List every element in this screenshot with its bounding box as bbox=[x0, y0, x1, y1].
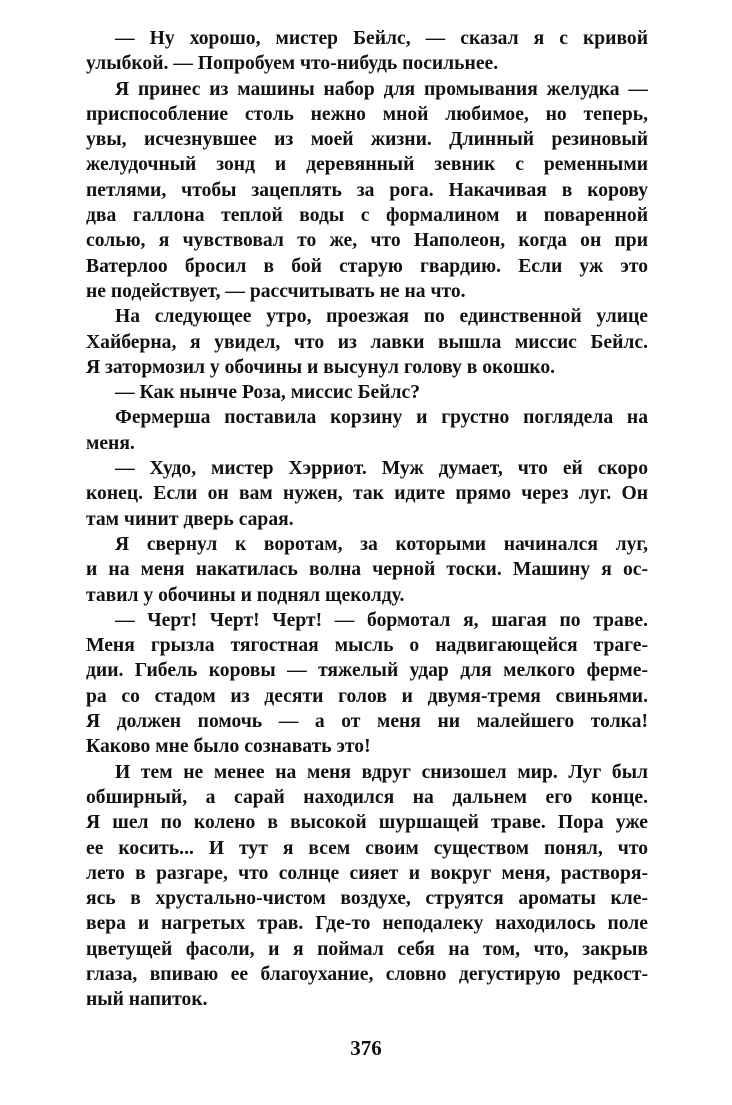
text-line: — Черт! Черт! Черт! — бормотал я, шагая по траве. bbox=[115, 609, 648, 631]
text-line: дии. Гибель коровы — тяжелый удар для мелкого ферме- bbox=[86, 660, 648, 682]
page-number: 376 bbox=[350, 1036, 382, 1060]
text-line: Я шел по колено в высокой шуршащей траве. Пора уже bbox=[86, 812, 648, 834]
text-line: Ватерлоо бросил в бой старую гвардию. Если уж это bbox=[86, 255, 648, 277]
text-line: там чинит дверь сарая. bbox=[86, 508, 294, 530]
text-line: На следующее утро, проезжая по единственной улице bbox=[115, 306, 648, 328]
text-line: Меня грызла тягостная мысль о надвигающейся траге- bbox=[86, 635, 648, 657]
text-line: желудочный зонд и деревянный зевник с ременными bbox=[86, 154, 648, 176]
text-line: И тем не менее на меня вдруг снизошел мир. Луг был bbox=[115, 761, 648, 783]
text-line: тавил у обочины и поднял щеколду. bbox=[86, 584, 405, 606]
text-line: меня. bbox=[86, 432, 135, 454]
text-line: ный напиток. bbox=[86, 989, 208, 1011]
text-line: Фермерша поставила корзину и грустно поглядела на bbox=[115, 407, 648, 429]
text-line: лето в разгаре, что солнце сияет и вокруг меня, растворя- bbox=[86, 862, 648, 884]
text-line: петлями, чтобы зацеплять за рога. Накачивая в корову bbox=[86, 179, 648, 201]
text-line: обширный, а сарай находился на дальнем его конце. bbox=[86, 786, 648, 808]
text-line: — Ну хорошо, мистер Бейлс, — сказал я с кривой bbox=[115, 28, 648, 49]
text-line: глаза, впиваю ее благоухание, словно дегустирую редкост- bbox=[86, 963, 648, 985]
text-line: — Худо, мистер Хэрриот. Муж думает, что ей скоро bbox=[115, 458, 648, 480]
text-line: улыбкой. — Попробуем что-нибудь посильнее. bbox=[86, 53, 499, 75]
text-line: Я принес из машины набор для промывания желудка — bbox=[115, 78, 648, 100]
text-line: ясь в хрустально-чистом воздухе, струятся ароматы кле- bbox=[86, 888, 648, 910]
book-page-text bbox=[86, 26, 648, 1013]
text-line: ра со стадом из десяти голов и двумя-тремя свиньями. bbox=[86, 685, 648, 707]
text-line: цветущей фасоли, и я поймал себя на том, что, закрыв bbox=[86, 938, 648, 960]
text-line: ее косить... И тут я всем своим существом понял, что bbox=[86, 837, 648, 859]
text-line: конец. Если он вам нужен, так идите прямо через луг. Он bbox=[86, 483, 648, 505]
text-line: не подействует, — рассчитывать не на что. bbox=[86, 280, 466, 302]
text-line: увы, исчезнувшее из моей жизни. Длинный резиновый bbox=[86, 129, 648, 151]
text-line: Каково мне было сознавать это! bbox=[86, 736, 371, 758]
text-line: приспособление столь нежно мной любимое, но теперь, bbox=[86, 103, 648, 125]
text-line: — Как нынче Роза, миссис Бейлс? bbox=[115, 382, 421, 404]
text-line: Хайберна, я увидел, что из лавки вышла миссис Бейлс. bbox=[86, 331, 648, 353]
text-line: Я затормозил у обочины и высунул голову в окошко. bbox=[86, 356, 556, 378]
text-line: Я свернул к воротам, за которыми начинался луг, bbox=[115, 533, 648, 555]
text-line: Я должен помочь — а от меня ни малейшего толка! bbox=[86, 711, 648, 733]
text-line: солью, я чувствовал то же, что Наполеон, когда он при bbox=[86, 230, 648, 252]
text-line: два галлона теплой воды с формалином и поваренной bbox=[86, 205, 648, 227]
text-line: вера и нагретых трав. Где-то неподалеку находилось поле bbox=[86, 913, 648, 935]
text-line: и на меня накатилась волна черной тоски. Машину я ос- bbox=[86, 559, 648, 581]
